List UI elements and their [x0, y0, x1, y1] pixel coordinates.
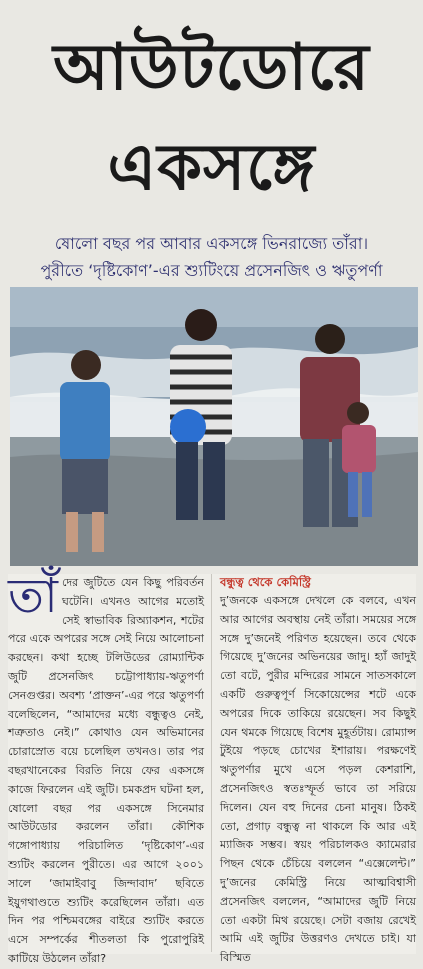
subheadline-line-2: পুরীতে ‘দৃষ্টিকোণ’-এর শ্যুটিংয়ে প্রসেনজিৎ ও ঋতুপর্ণা	[40, 261, 383, 280]
left-column-text: দের জুটিতে যেন কিছু পরিবর্তন ঘটেনি। এখনও আগের মতোই সেই স্বাভাবিক রিঅ্যাকশন, শটের পরে একে অপরের সঙ্গে সেই নিয়ে আলোচনা করছেন। কথা হচ্ছে টলিউডের রোম্যান্টিক জুটি প্রসেনজিৎ চট্টোপাধ্যায়-ঋতুপর্ণা সেনগুপ্তর। অবশ্য ‘প্রাক্তন’-এর পরে ঋতুপর্ণা বলেছিলেন, “আমাদের মধ্যে বন্ধুত্বও নেই, শত্রুতাও নেই।” কোথাও যেন অভিমানের চোরাস্রোত বয়ে চলেছিল তখনও। তার পর বছরখানেকের বিরতি নিয়ে ফের একসঙ্গে কাজে ফিরলেন এই জুটি। চমকপ্রদ ঘটনা হল, ষোলো বছর পর একসঙ্গে সিনেমার আউটডোর করলেন তাঁরা। কৌশিক গঙ্গোপাধ্যায় পরিচালিত ‘দৃষ্টিকোণ’-এর শ্যুটিং করলেন পুরীতে। এর আগে ২০০১ সালে ‘জামাইবাবু জিন্দাবাদ’ ছবিতে ইয়ুগথাণ্ডতে শ্যুটিং করেছিলেন তাঁরা। এত দিন পর পশ্চিমবঙ্গের বাইরে শ্যুটিং করতে এসে সম্পর্কের শীতলতা কি পুরোপুরিই কাটিয়ে উঠলেন তাঁরা?	[8, 576, 204, 965]
column-divider	[211, 574, 212, 952]
right-column-text: দু’জনকে একসঙ্গে দেখলে কে বলবে, এখন আর আগের অবস্থায় নেই তাঁরা। সময়ের সঙ্গে সঙ্গে দু’জনেই পরিণত হয়েছেন। তবে থেকে গিয়েছে দু’জনের অভিনয়ের জাদু। হ্যাঁ জাদুই তো বটে, পুরীর মন্দিরের সামনে সাতসকালে একটি গুরুত্বপূর্ণ সিকোয়েন্সের শটে একে অপরের দিকে তাকিয়ে রয়েছেন। সব কিছুই যেন থমকে গিয়েছে বিশেষ মুহূর্তটায়। রোম্যান্স টুইয়ে পড়ছে চোখের ইশারায়। পরক্ষণেই ঋতুপর্ণার মুখে এসে পড়ল কেশরাশি, প্রসেনজিৎও স্বতঃস্ফূর্ত ভাবে তা সরিয়ে দিলেন। যেন বহু দিনের চেনা মানুষ। ঠিকই তো, প্রগাঢ় বন্ধুত্ব না থাকলে কি আর এই ম্যাজিক সম্ভব। স্বয়ং পরিচালকও ক্যামেরার পিছন থেকে চেঁচিয়ে বললেন “এক্সেলেন্ট।” দু’জনের কেমিস্ট্রি নিয়ে আত্মবিশ্বাসী প্রসেনজিৎ বললেন, “আমাদের জুটি নিয়ে তো একটা মিথ রয়েছে। সেটা বজায় রেখেই আমি এই জুটির উত্তরণও দেখতে চাই। যা বিস্মিত	[220, 594, 416, 965]
beach-scene-illustration	[10, 287, 418, 566]
section-heading: বন্ধুত্ব থেকে কেমিস্ট্রি	[220, 575, 311, 589]
headline-line-1: আউটডোরে	[53, 31, 370, 105]
beach-photo	[10, 287, 418, 566]
headline-line-2: একসঙ্গে	[107, 131, 316, 205]
subheadline-line-1: ষোলো বছর পর আবার একসঙ্গে ভিনরাজ্যে তাঁরা।	[54, 234, 369, 253]
dropcap: তাঁ	[8, 568, 58, 624]
article-left-column	[8, 568, 204, 969]
article-right-column	[220, 574, 416, 968]
article-body	[8, 568, 416, 965]
